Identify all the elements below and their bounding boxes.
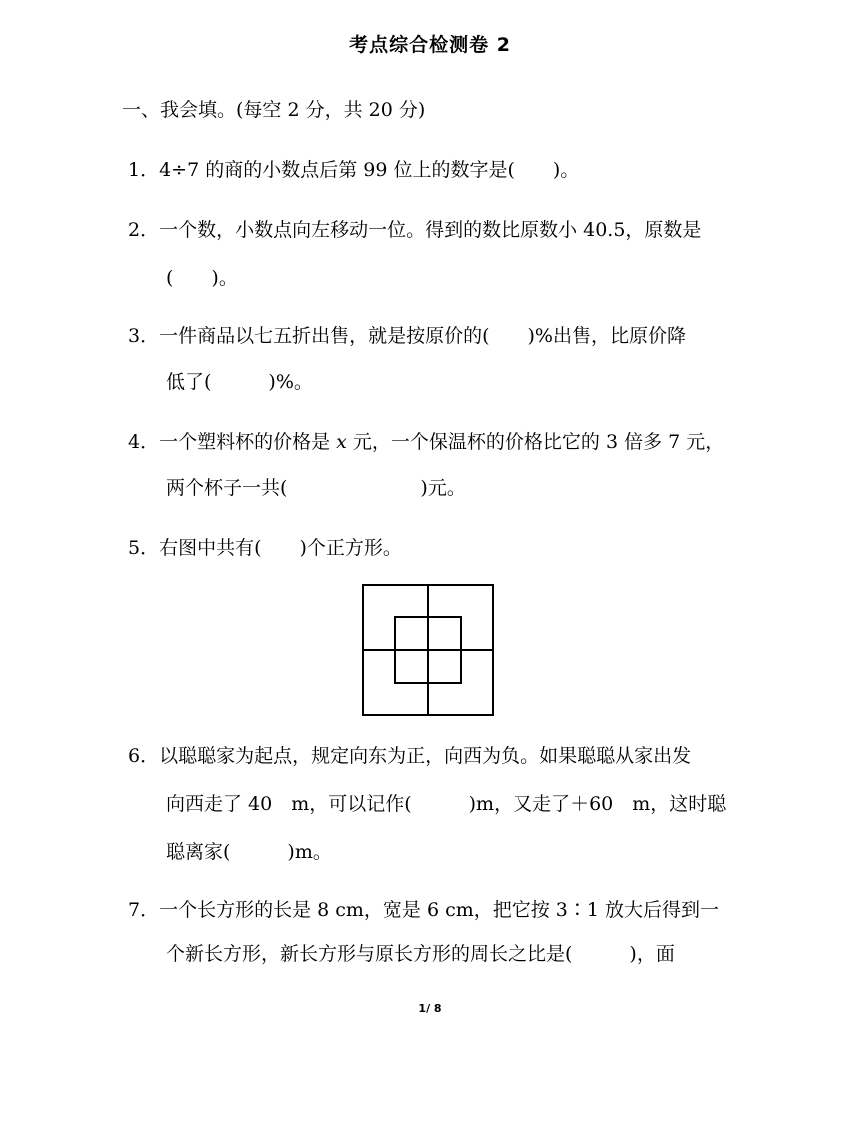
question-3-line-2: 低了( )%。 [166, 371, 313, 393]
question-2-line-2: ( )。 [166, 267, 238, 289]
page-title: 考点综合检测卷 2 [349, 34, 511, 56]
question-7-line-1: 7．一个长方形的长是 8 cm，宽是 6 cm，把它按 3∶1 放大后得到一 [128, 899, 719, 921]
question-6-line-2: 向西走了 40 m，可以记作( )m，又走了＋60 m，这时聪 [166, 793, 727, 815]
question-4-text-a: 4．一个塑料杯的价格是 [128, 431, 337, 453]
question-5: 5．右图中共有( )个正方形。 [128, 537, 402, 559]
question-4-text-b: 元，一个保温杯的价格比它的 3 倍多 7 元， [346, 431, 725, 453]
question-7-line-2: 个新长方形，新长方形与原长方形的周长之比是( )，面 [166, 943, 675, 965]
question-4-line-1 [128, 430, 724, 454]
question-6-line-3: 聪离家( )m。 [166, 841, 332, 863]
variable-x: x [336, 431, 347, 453]
page-number: 1/ 8 [418, 1002, 442, 1015]
question-4-line-2: 两个杯子一共( )元。 [166, 477, 466, 499]
question-3-line-1: 3．一件商品以七五折出售，就是按原价的( )%出售，比原价降 [128, 325, 686, 347]
question-6-line-1: 6．以聪聪家为起点，规定向东为正，向西为负。如果聪聪从家出发 [128, 745, 692, 767]
question-1: 1．4÷7 的商的小数点后第 99 位上的数字是( )。 [128, 159, 580, 181]
squares-figure [362, 584, 494, 716]
section-heading: 一、我会填。(每空 2 分，共 20 分) [122, 99, 426, 121]
question-2-line-1: 2．一个数，小数点向左移动一位。得到的数比原数小 40.5，原数是 [128, 219, 702, 241]
